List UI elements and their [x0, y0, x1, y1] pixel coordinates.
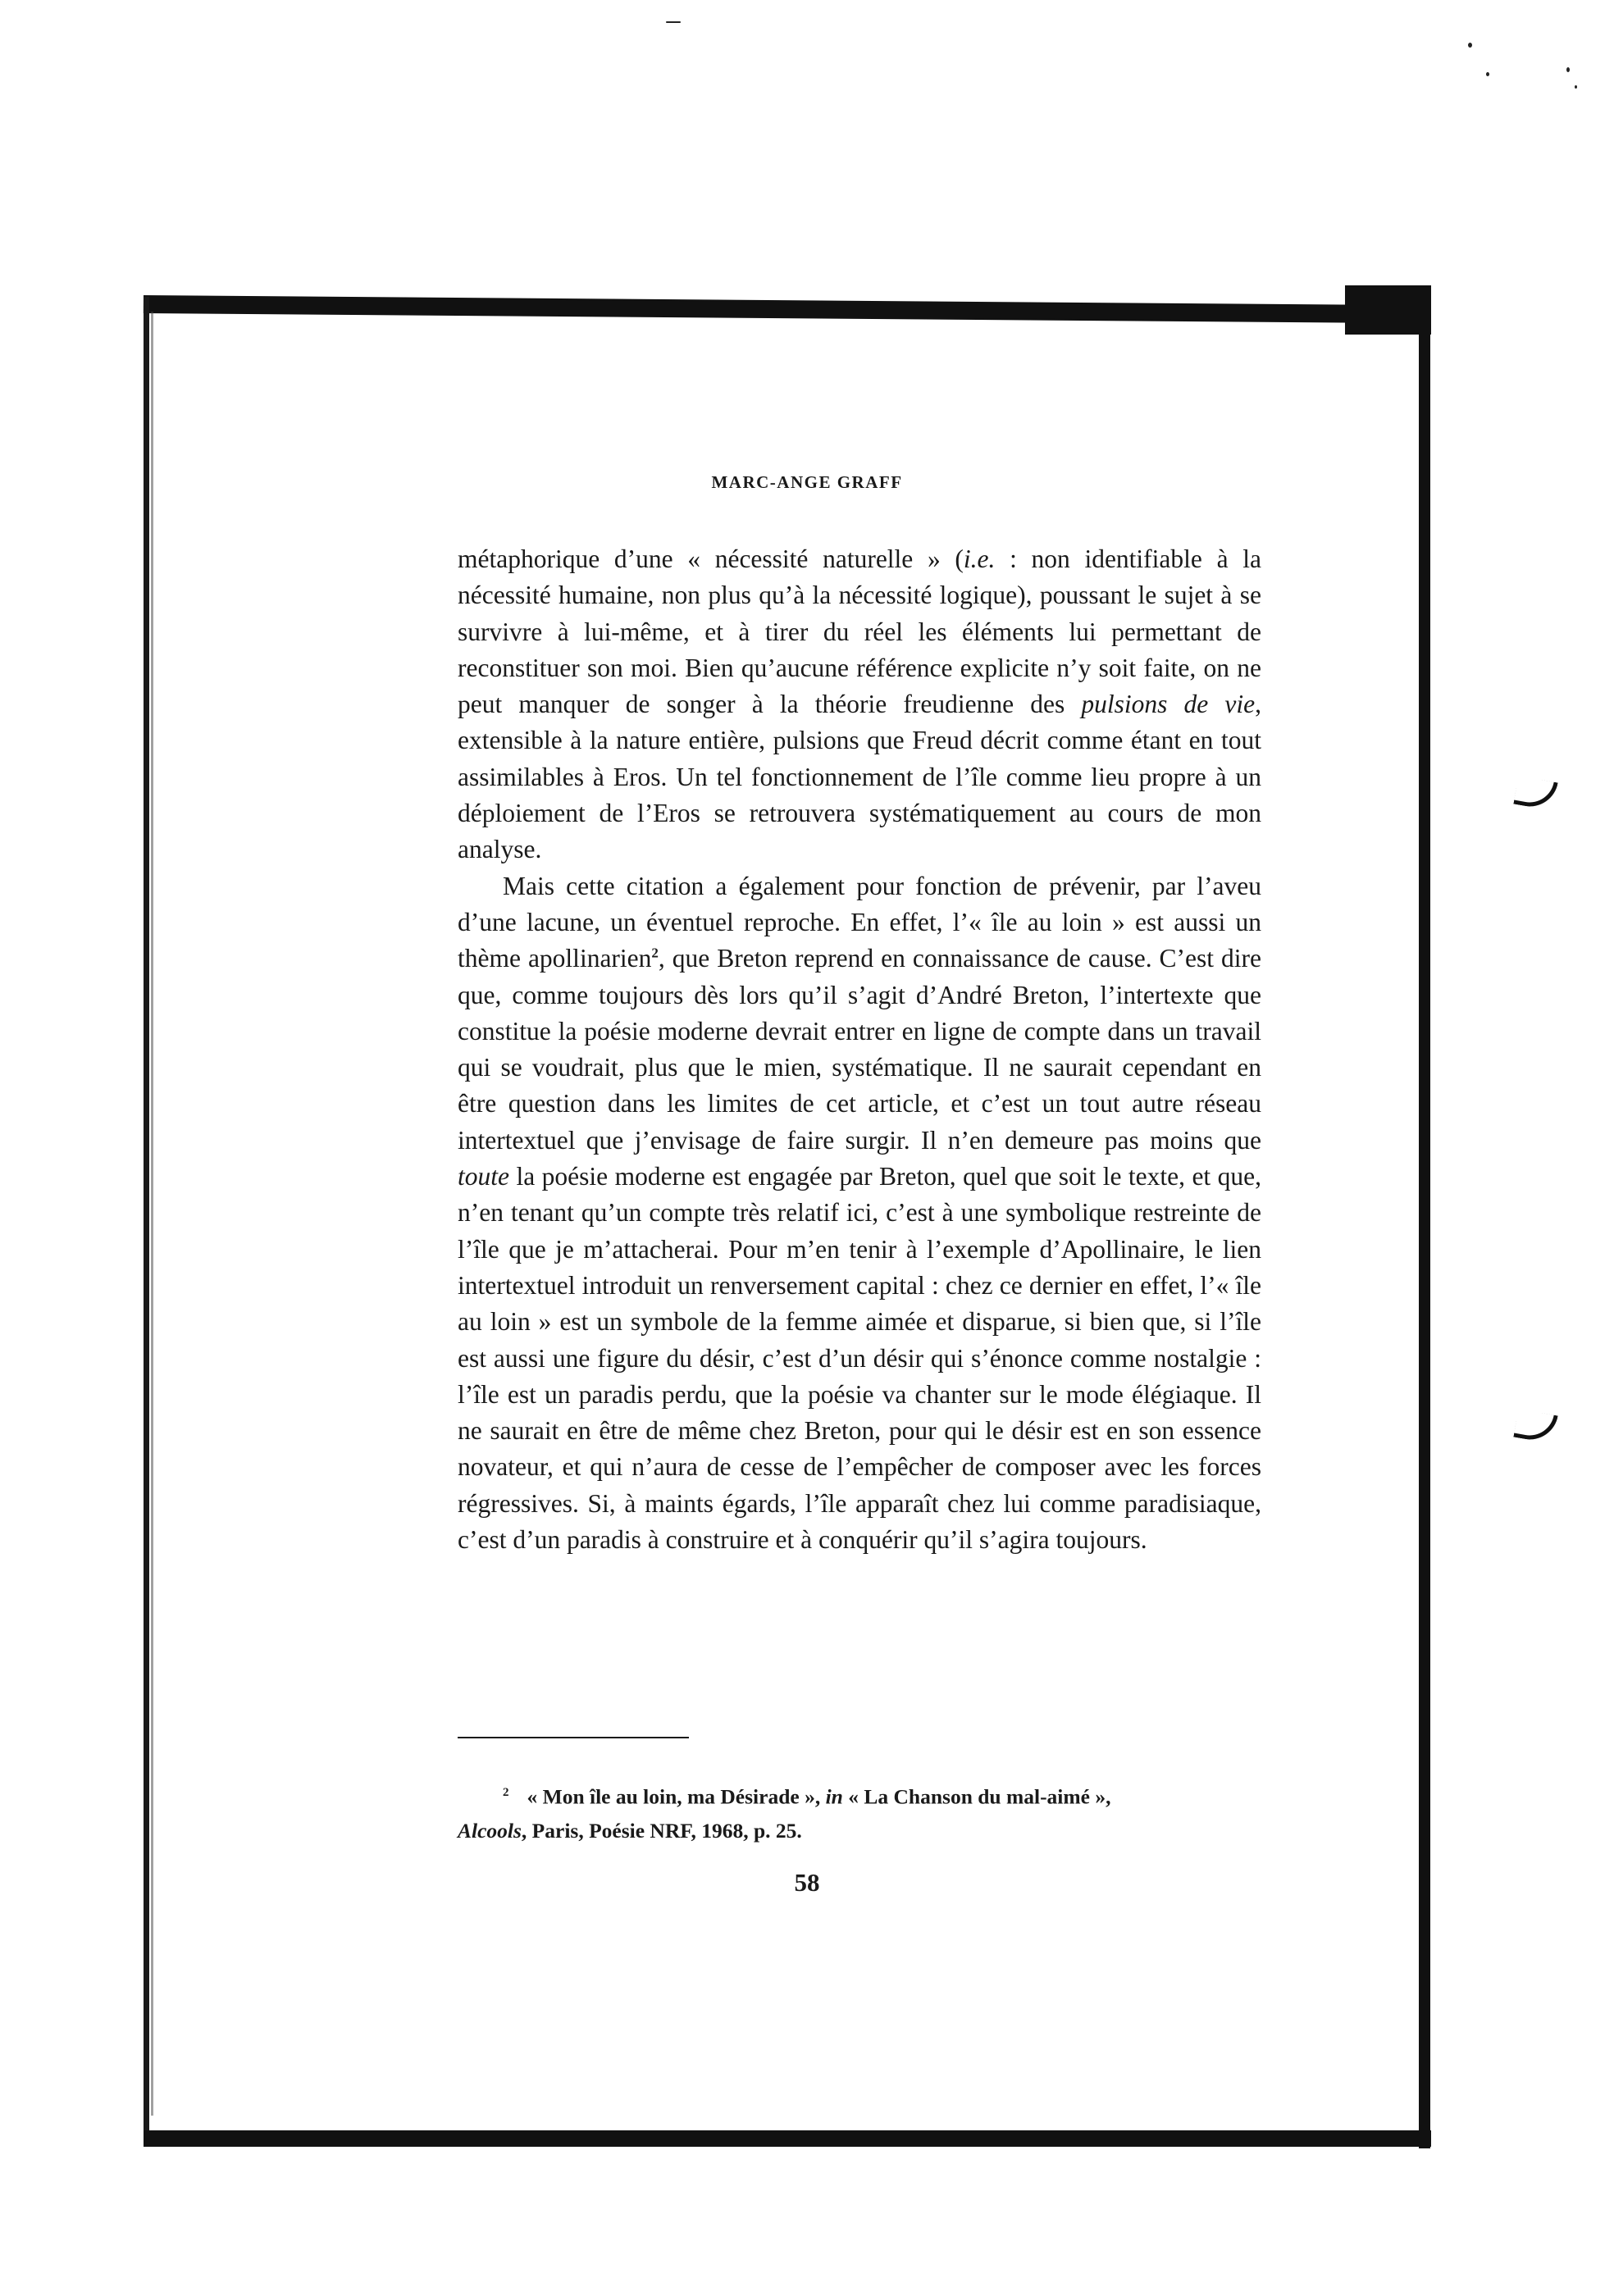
scan-speck [1468, 43, 1472, 48]
text-run: , extensible à la nature entière, pulsions que Freud décrit comme étant en tout assimilables à Eros. Un tel fonctionnement de l’île comme lieu propre à un déploiement de l’Eros se retrouvera systématiquement au cours de mon analyse. [458, 690, 1262, 864]
footnote-text: « La Chanson du mal-aimé », [842, 1784, 1111, 1809]
scan-speck [1486, 72, 1489, 76]
text-run: métaphorique d’une « nécessité naturelle » ( [458, 544, 964, 573]
margin-check-mark [1513, 776, 1557, 811]
text-run: Mais cette citation a également pour fonction de prévenir, par l’aveu d’une lacune, un éventuel reproche. En effet, l’« île au loin » est aussi un thème apollinarien [458, 871, 1261, 973]
margin-check-mark [1513, 1409, 1557, 1444]
text-run: , que Breton reprend en connaissance de cause. C’est dire que, comme toujours dès lors qu’il s’agit d’André Breton, l’intertexte que constitue la poésie moderne devrait entrer en ligne de compte dans un travail qui se voudrait, plus que le mien, systématique. Il ne saurait cependant en être question dans les limites de cet article, et c’est un tout autre réseau intertextuel que j’envisage de faire surgir. Il n’en demeure pas moins que [458, 944, 1262, 1155]
scan-speck [1575, 85, 1577, 89]
footnote-rule [458, 1737, 689, 1738]
page-number: 58 [794, 1868, 820, 1897]
footnote [458, 1776, 1261, 1847]
footnote-marker: 2 [503, 1786, 509, 1799]
italic-run: i.e. [963, 544, 996, 573]
scan-border-left-shadow [151, 312, 153, 2116]
italic-run: toute [458, 1162, 509, 1191]
footnote-title: Alcools [458, 1818, 522, 1843]
footnote-reference: 2 [651, 945, 659, 961]
scan-speck [666, 21, 681, 23]
footnote-text: , Paris, Poésie NRF, 1968, p. 25. [521, 1818, 802, 1843]
scan-border-left [144, 297, 149, 2134]
paragraph-2 [458, 868, 1261, 1559]
footnote-line [458, 1776, 1261, 1814]
footnote-italic: in [825, 1784, 843, 1809]
paragraph-1 [458, 541, 1261, 868]
running-head: MARC-ANGE GRAFF [711, 472, 903, 492]
scan-speck [1566, 67, 1570, 72]
footnote-line [458, 1814, 1261, 1847]
scan-border-top [144, 295, 1431, 323]
scan-border-bottom [144, 2130, 1431, 2147]
body-text [458, 541, 1261, 1558]
text-run: : non identifiable à la nécessité humaine, non plus qu’à la nécessité logique), poussant le sujet à se survivre à lui-même, et à tirer du réel les éléments lui permettant de reconstituer son moi. Bien qu’aucune référence explicite n’y soit faite, on ne peut manquer de songer à la théorie freudienne des [458, 544, 1261, 719]
footnote-text: « Mon île au loin, ma Désirade », [527, 1784, 826, 1809]
text-run: la poésie moderne est engagée par Breton, quel que soit le texte, et que, n’en tenant qu’un compte très relatif ici, c’est à une symbolique restreinte de l’île que je m’attacherai. Pour m’en tenir à l’exemple d’Apollinaire, le lien intertextuel introduit un renversement capital : chez ce dernier en effet, l’« île au loin » est un symbole de la femme aimée et disparue, si bien que, si l’île est aussi une figure du désir, c’est d’un désir qui s’énonce comme nostalgie : l’île est un paradis perdu, que la poésie va chanter sur le mode élégiaque. Il ne saurait en être de même chez Breton, pour qui le désir est en son essence novateur, et qui n’aura de cesse de l’empêcher de composer avec les forces régressives. Si, à maints égards, l’île apparaît chez lui comme paradisiaque, c’est d’un paradis à construire et à conquérir qu’il s’agira toujours. [458, 1162, 1261, 1555]
italic-run: pulsions de vie [1081, 690, 1256, 719]
